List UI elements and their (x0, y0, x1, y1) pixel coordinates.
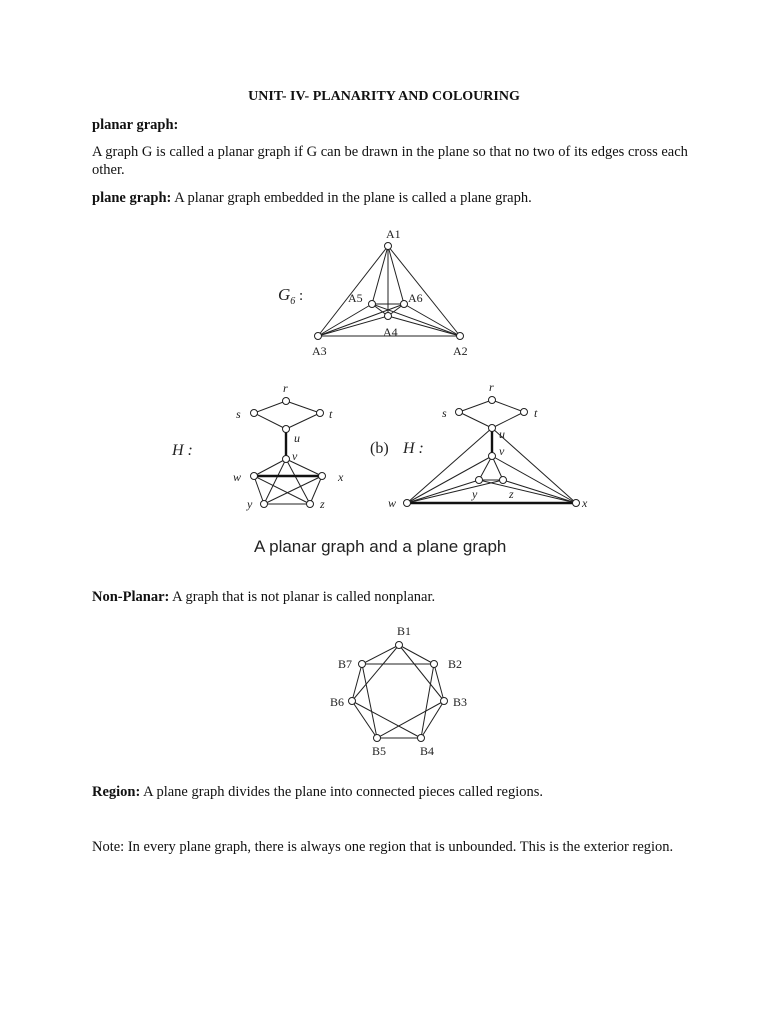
vertex-a4 (385, 313, 392, 320)
vertex-b2 (431, 661, 438, 668)
vertex-label-s2: s (442, 406, 447, 420)
vertex-r (283, 398, 290, 405)
figure-caption: A planar graph and a plane graph (254, 537, 507, 556)
vertex-label-b1: B1 (397, 624, 412, 638)
vertex-label-x: x (338, 470, 344, 484)
vertex-label-b7: B7 (338, 657, 353, 671)
vertex-y2 (476, 477, 483, 484)
vertex-a3 (315, 333, 322, 340)
vertex-label-b3: B3 (453, 695, 468, 709)
vertex-w (251, 473, 258, 480)
plane-graph-term: plane graph: (92, 190, 172, 206)
vertex-z2 (500, 477, 507, 484)
vertex-a2 (457, 333, 464, 340)
planar-graph-heading: planar graph: (92, 117, 179, 133)
vertex-label-b4: B4 (420, 744, 435, 758)
vertex-label-a6: A6 (408, 291, 423, 305)
vertex-label-u2: u (499, 427, 505, 441)
vertex-label-a2: A2 (453, 344, 468, 358)
region-definition: A plane graph divides the plane into connected pieces called regions. (140, 784, 543, 800)
non-planar-term: Non-Planar: (92, 589, 170, 605)
vertex-v (283, 456, 290, 463)
vertex-label-a1: A1 (386, 227, 401, 241)
page-title: UNIT- IV- PLANARITY AND COLOURING (248, 89, 520, 104)
vertex-b4 (418, 735, 425, 742)
vertex-label-x2: x (582, 496, 588, 510)
vertex-b1 (396, 642, 403, 649)
vertex-a1 (385, 243, 392, 250)
vertex-x (319, 473, 326, 480)
vertex-b3 (441, 698, 448, 705)
figure-b-heptagon (330, 624, 467, 758)
vertex-label-a3: A3 (312, 344, 327, 358)
vertex-label-y2: y (472, 487, 478, 501)
vertex-label-b2: B2 (448, 657, 463, 671)
vertex-label-s: s (236, 407, 241, 421)
vertex-s (251, 410, 258, 417)
vertex-label-v: v (292, 449, 298, 463)
vertex-t (317, 410, 324, 417)
vertex-label-t: t (329, 407, 333, 421)
vertex-x2 (573, 500, 580, 507)
h-label: H : (172, 442, 193, 459)
vertex-label-z2: z (509, 487, 514, 501)
vertex-y (261, 501, 268, 508)
region-term: Region: (92, 784, 141, 800)
b-label: (b) (370, 440, 389, 457)
vertex-label-a4: A4 (383, 325, 398, 339)
vertex-t2 (521, 409, 528, 416)
vertex-label-b6: B6 (330, 695, 345, 709)
vertex-u (283, 426, 290, 433)
vertex-label-a5: A5 (348, 291, 363, 305)
vertex-r2 (489, 397, 496, 404)
h2-label: H : (403, 440, 424, 457)
vertex-b6 (349, 698, 356, 705)
vertex-a6 (401, 301, 408, 308)
non-planar-definition: A graph that is not planar is called nonplanar. (169, 589, 436, 605)
vertex-label-y: y (247, 497, 253, 511)
vertex-b7 (359, 661, 366, 668)
vertex-s2 (456, 409, 463, 416)
vertex-b5 (374, 735, 381, 742)
vertex-a5 (369, 301, 376, 308)
note-paragraph: Note: In every plane graph, there is always one region that is unbounded. This is the exterior region. (92, 839, 674, 855)
vertex-label-r: r (283, 381, 288, 395)
vertex-label-v2: v (499, 444, 505, 458)
vertex-label-u: u (294, 431, 300, 445)
vertex-w2 (404, 500, 411, 507)
vertex-v2 (489, 453, 496, 460)
vertex-u2 (489, 425, 496, 432)
vertex-label-w2: w (388, 496, 397, 510)
vertex-label-r2: r (489, 380, 494, 394)
planar-graph-definition: A graph G is called a planar graph if G can be drawn in the plane so that no two of its edges cross each other. (92, 144, 688, 178)
figure-g6 (278, 227, 468, 358)
vertex-z (307, 501, 314, 508)
vertex-label-t2: t (534, 406, 538, 420)
figure-h-planar (171, 381, 344, 511)
figure-h-plane (370, 380, 588, 510)
vertex-label-z: z (320, 497, 325, 511)
g6-label: $G_6$ : (278, 285, 304, 307)
vertex-label-w: w (233, 470, 242, 484)
vertex-label-b5: B5 (372, 744, 387, 758)
plane-graph-definition: A planar graph embedded in the plane is called a plane graph. (171, 190, 532, 206)
